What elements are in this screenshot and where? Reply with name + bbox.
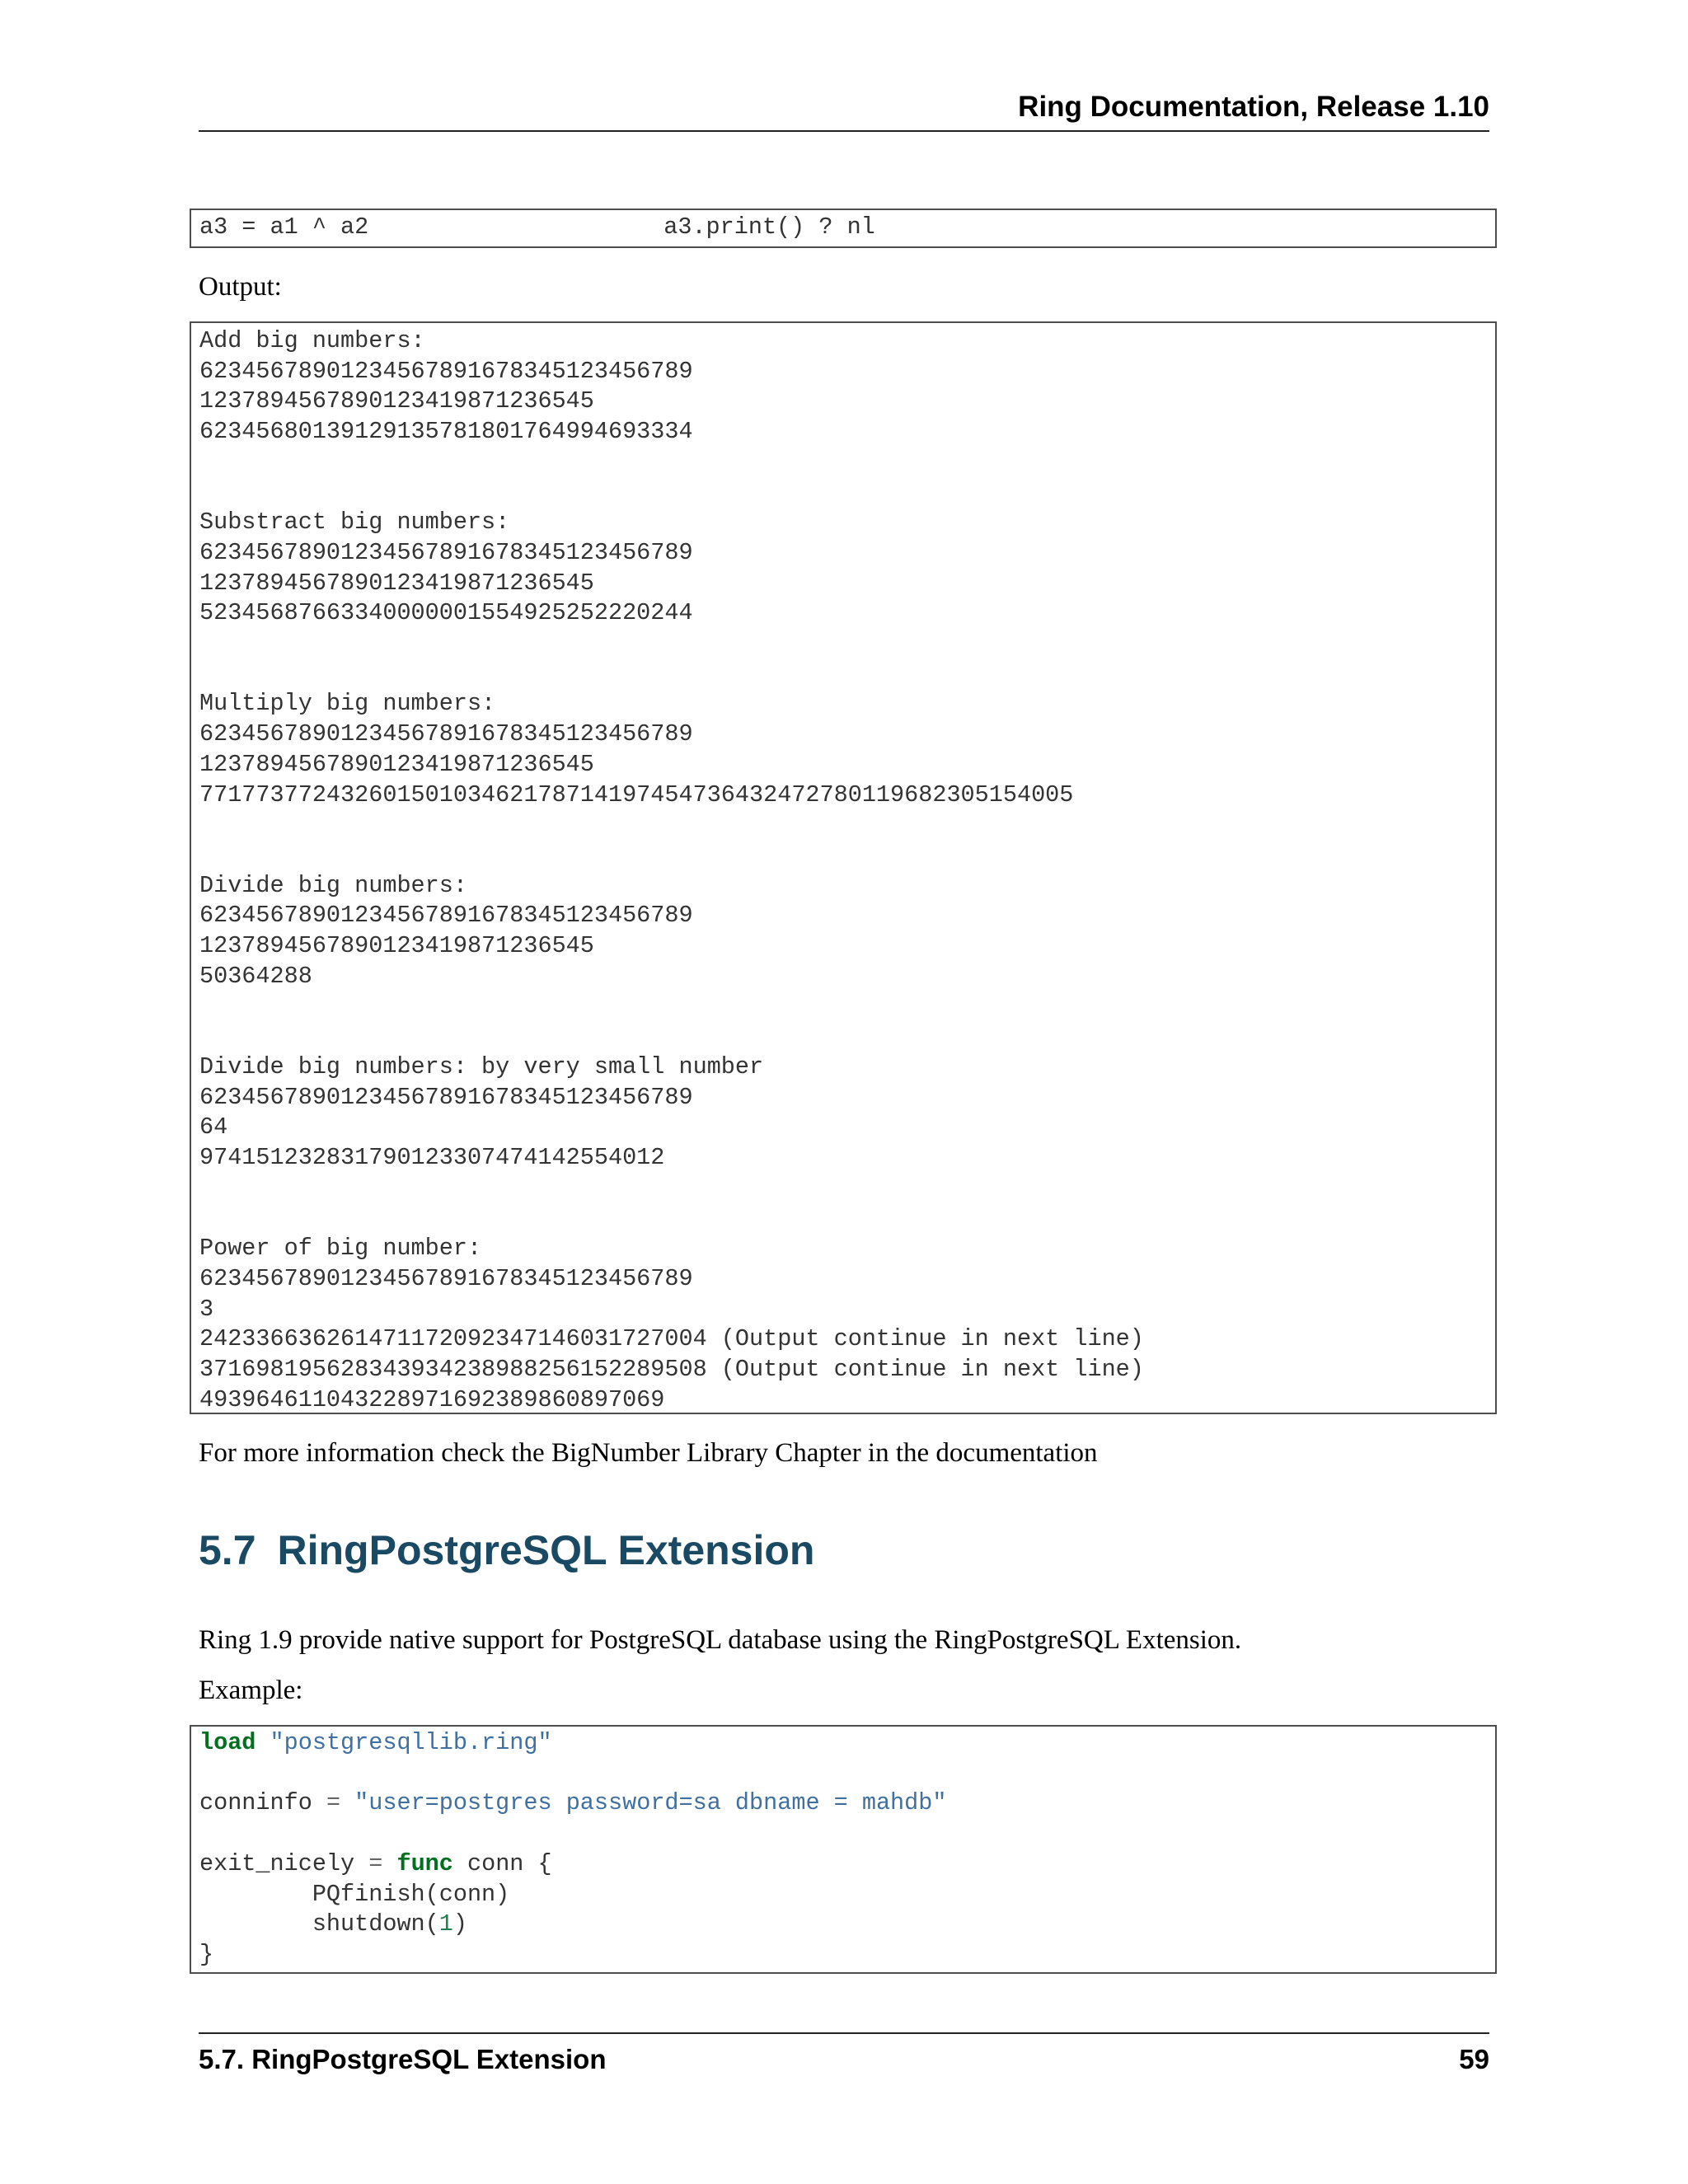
code-number-one: 1 [438,1910,453,1938]
code-keyword-load: load [199,1729,256,1756]
output-label: Output: [199,272,282,302]
code-line-right: a3.print() ? nl [663,213,875,241]
section-title: RingPostgreSQL Extension [277,1527,815,1573]
code-string-lib: "postgresqllib.ring" [270,1729,552,1756]
running-footer [199,2032,1489,2083]
section-number: 5.7 [199,1527,256,1573]
code-op-equals: = [326,1789,341,1817]
code-var-conninfo: conninfo [199,1789,312,1817]
code-shutdown-call: shutdown( [199,1910,439,1938]
footer-section-title: 5.7. RingPostgreSQL Extension [199,2044,607,2074]
example-label: Example: [199,1675,303,1705]
more-info-text: For more information check the BigNumber Library Chapter in the documentation [199,1438,1098,1468]
intro-paragraph: Ring 1.9 provide native support for PostgreSQL database using the RingPostgreSQL Extension. [199,1625,1242,1655]
code-block-power [190,209,1497,248]
page-number: 59 [1459,2044,1489,2074]
code-line-left: a3 = a1 ^ a2 [199,213,369,241]
code-op-equals-2: = [368,1849,383,1877]
code-string-conninfo: "user=postgres password=sa dbname = mahdb" [354,1789,947,1817]
code-var-exit-nicely: exit_nicely [199,1849,355,1877]
output-block: Add big numbers: 62345678901234567891678345123456789 1237894567890123419871236545 62345680139129135781801764994693334 Substract big numbers: 62345678901234567891678345123456789 1237894567890123419871236545 52345687663340000001554925252220244 Multiply big numbers: 62345678901234567891678345123456789 1237894567890123419871236545 77177377243260150103462178714197454736432472780119682305154005 Divide big numbers: 62345678901234567891678345123456789 1237894567890123419871236545 50364288 Divide big numbers: by very small number 62345678901234567891678345123456789 64 974151232831790123307474142554012 Power of big number: 62345678901234567891678345123456789 3 242336636261471172092347146031727004 (Output continue in next line) 371698195628343934238988256152289508 (Output continue in next line) 493964611043228971692389860897069 [190,321,1497,1414]
code-brace-close: } [199,1940,214,1968]
running-header [199,91,1489,132]
code-paren-close: ) [452,1910,467,1938]
header-title: Ring Documentation, Release 1.10 [1018,91,1489,123]
code-line-pqfinish: PQfinish(conn) [199,1880,510,1908]
code-keyword-func: func [396,1849,453,1877]
code-func-rest: conn { [467,1849,552,1877]
example-code-block [190,1725,1497,1974]
section-heading [199,1526,814,1574]
